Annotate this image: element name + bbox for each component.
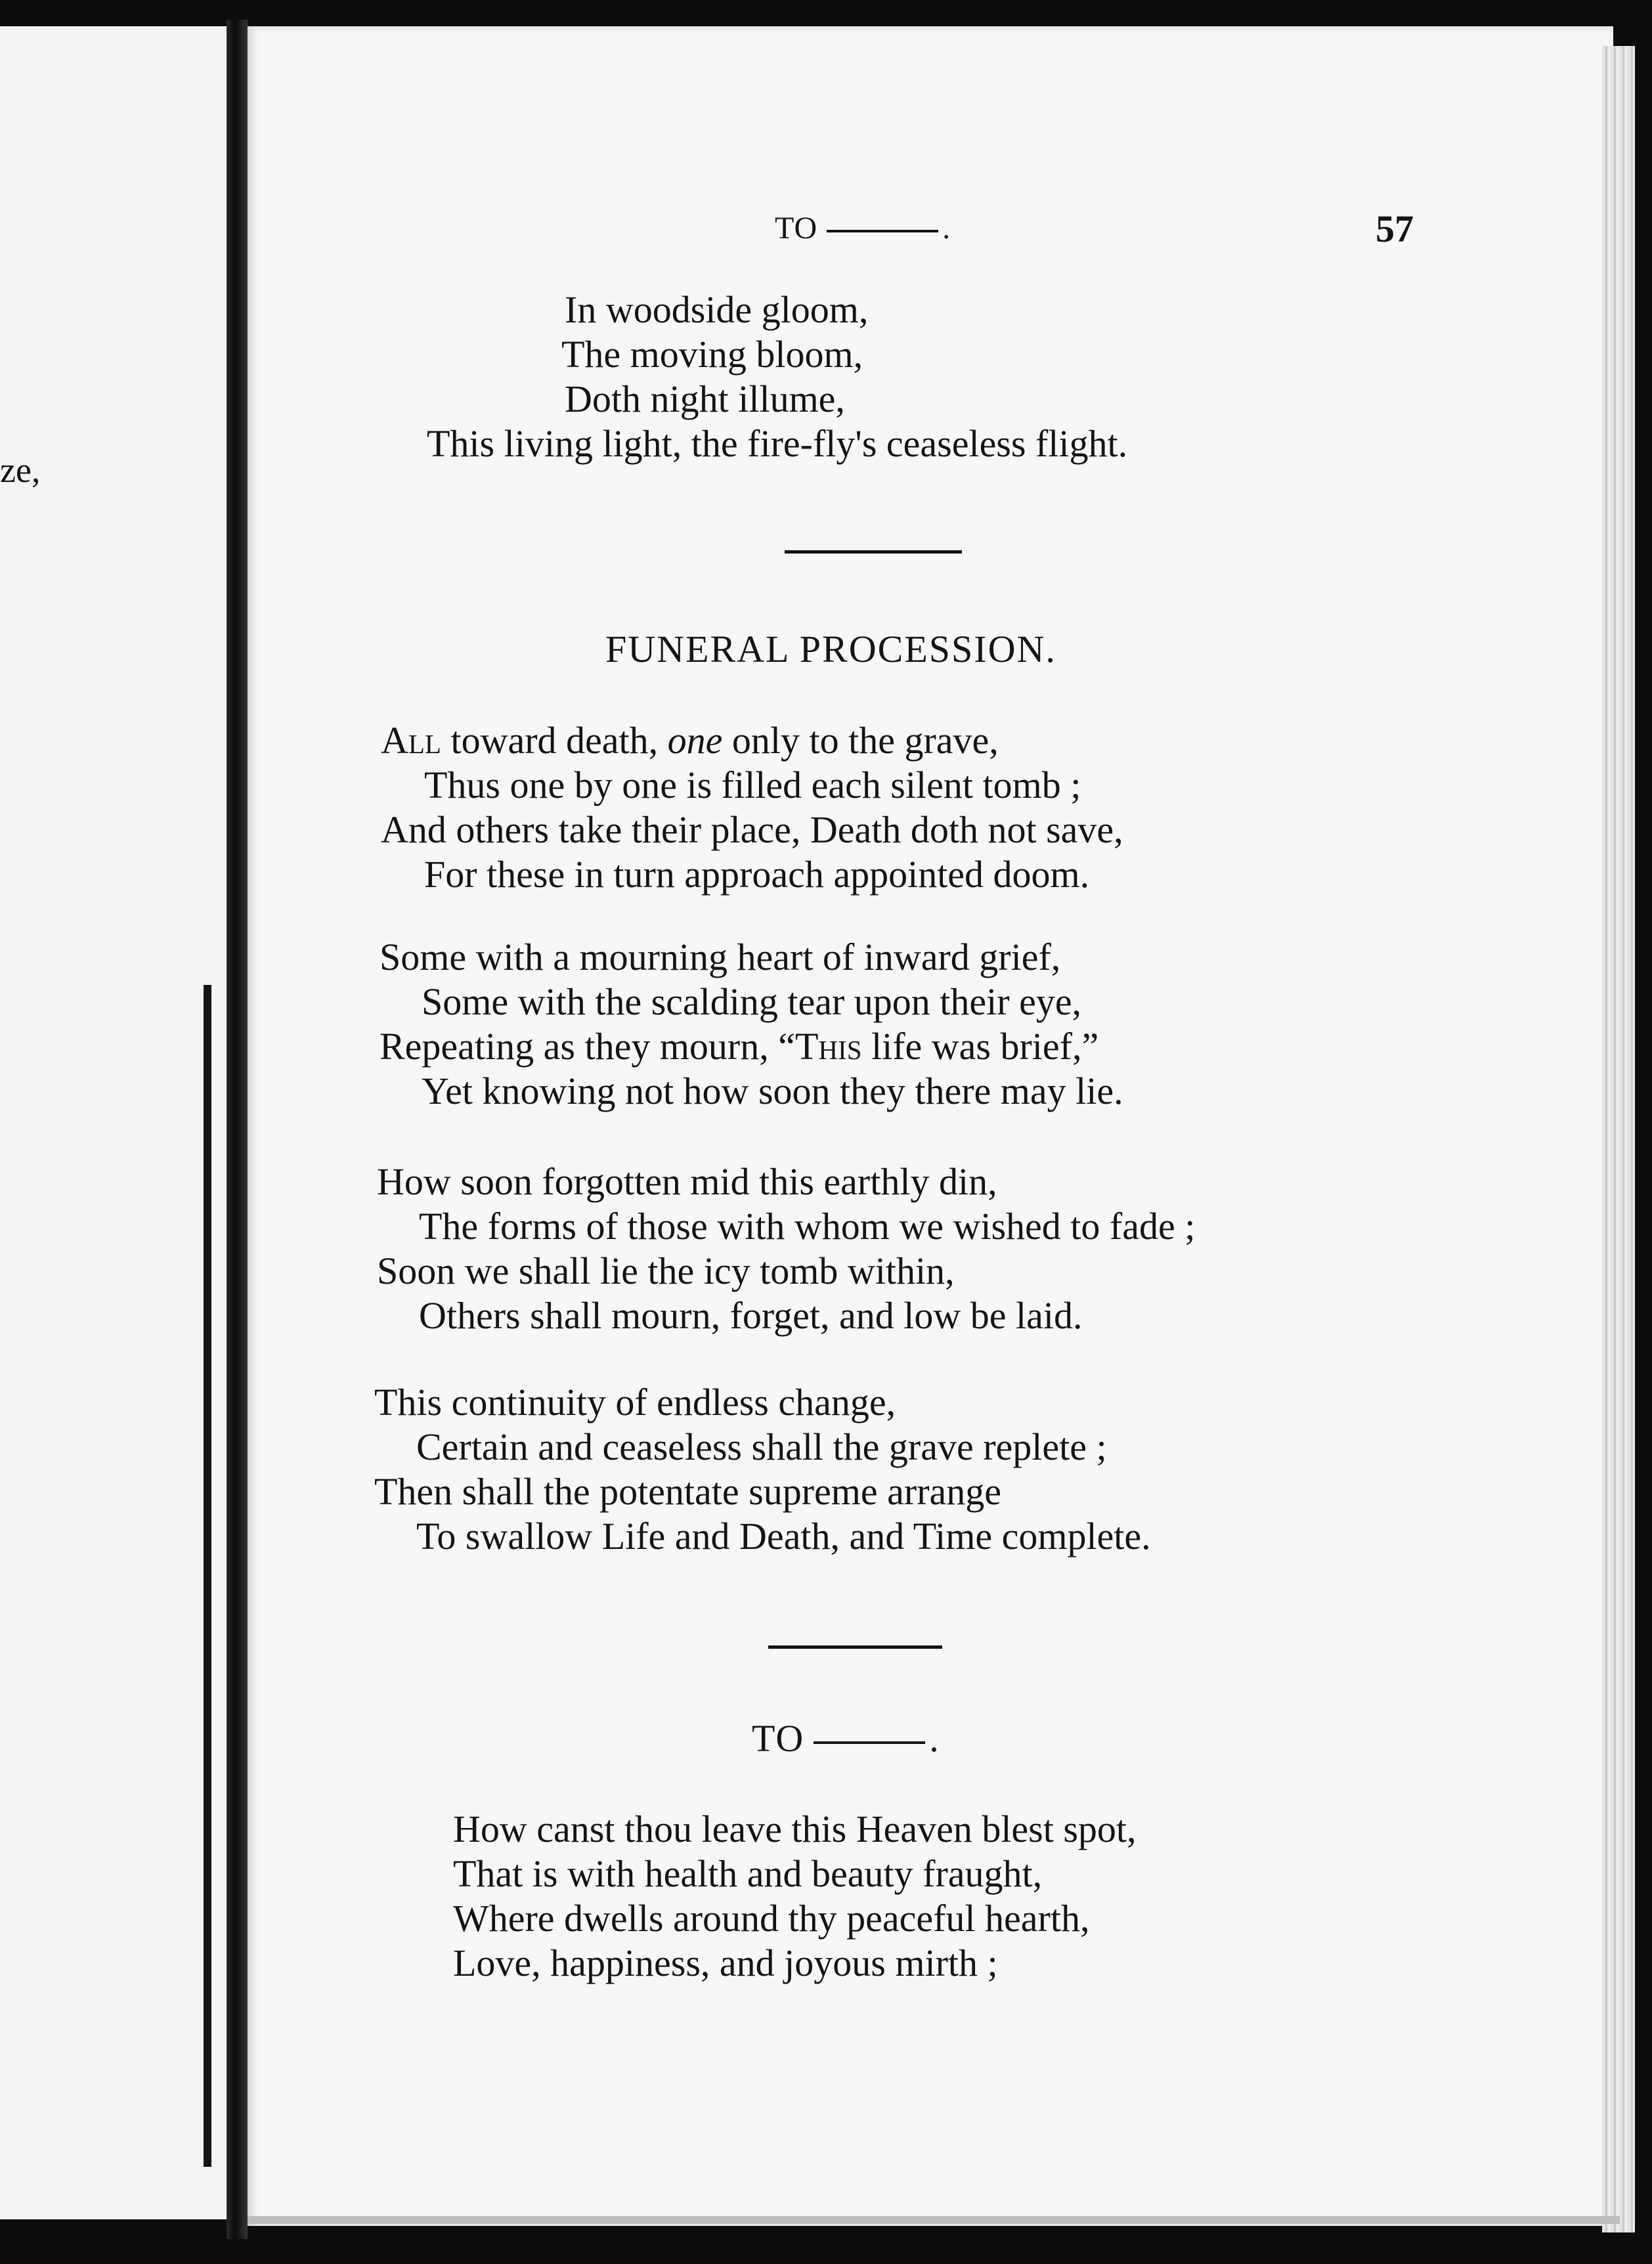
funeral-stanza-2: [380, 935, 1123, 1114]
poem-title-to: TO .: [752, 1717, 940, 1760]
poem-line: Where dwells around thy peaceful hearth,: [453, 1897, 1090, 1940]
title-dash: [814, 1741, 925, 1744]
fire-fly-stanza: [427, 288, 1127, 466]
poem-line: Yet knowing not how soon they there may lie.: [422, 1070, 1123, 1112]
poem-line: Some with the scalding tear upon their eye,: [422, 980, 1082, 1023]
poem-line: This living light, the fire-fly's ceaseless flight.: [427, 422, 1128, 465]
poem-line: How canst thou leave this Heaven blest spot,: [453, 1808, 1137, 1850]
spine-shadow: [204, 985, 211, 2167]
left-page: [0, 26, 227, 2219]
poem-line: How soon forgotten mid this earthly din,: [377, 1160, 997, 1203]
line-text: life was brief,”: [861, 1025, 1099, 1068]
page-edges: [1602, 46, 1635, 2232]
poem-line: Certain and ceaseless shall the grave replete ;: [416, 1426, 1107, 1468]
poem-line: This continuity of endless change,: [374, 1381, 896, 1424]
poem-title-funeral-procession: FUNERAL PROCESSION.: [605, 628, 1056, 670]
small-caps-word: All: [381, 719, 441, 762]
small-caps-word: This: [795, 1025, 862, 1068]
page-number: 57: [1376, 207, 1414, 250]
poem-line: Others shall mourn, forget, and low be laid.: [419, 1294, 1083, 1337]
poem-line: Doth night illume,: [565, 378, 845, 420]
poem-line: Soon we shall lie the icy tomb within,: [377, 1250, 955, 1292]
line-text: toward death,: [441, 719, 668, 762]
running-head-text: TO: [775, 211, 818, 246]
poem-line: For these in turn approach appointed doom.: [424, 853, 1090, 896]
poem-line: [380, 1024, 1123, 1069]
poem-line: To swallow Life and Death, and Time complete.: [416, 1515, 1151, 1557]
to-stanza-1: [453, 1807, 1137, 1986]
page-bottom-edge: [248, 2216, 1620, 2224]
poem-line: The moving bloom,: [561, 333, 863, 376]
poem-line: [381, 718, 1123, 763]
running-head-dash: [827, 230, 938, 232]
poem-line: Love, happiness, and joyous mirth ;: [453, 1942, 998, 1984]
funeral-stanza-4: [374, 1380, 1151, 1559]
italic-word: one: [667, 719, 723, 762]
poem-line: In woodside gloom,: [565, 288, 869, 331]
poem-line: Thus one by one is filled each silent tomb ;: [424, 764, 1081, 806]
poem-line: Then shall the potentate supreme arrange: [374, 1470, 1001, 1513]
left-page-fragment: ze,: [0, 450, 41, 490]
section-divider: [768, 1645, 942, 1649]
funeral-stanza-3: [377, 1160, 1195, 1338]
poem-line: And others take their place, Death doth not save,: [381, 808, 1123, 851]
poem-line: The forms of those with whom we wished to fade ;: [419, 1205, 1196, 1248]
poem-title-text: TO: [752, 1717, 805, 1760]
book-gutter: [227, 20, 248, 2239]
line-text: Repeating as they mourn, “: [380, 1025, 795, 1068]
poem-line: That is with health and beauty fraught,: [453, 1852, 1043, 1895]
poem-line: Some with a mourning heart of inward grief,: [380, 936, 1061, 978]
line-text: only to the grave,: [722, 719, 999, 762]
funeral-stanza-1: [381, 718, 1123, 897]
running-head: TO .: [775, 211, 951, 246]
section-divider: [785, 550, 962, 554]
